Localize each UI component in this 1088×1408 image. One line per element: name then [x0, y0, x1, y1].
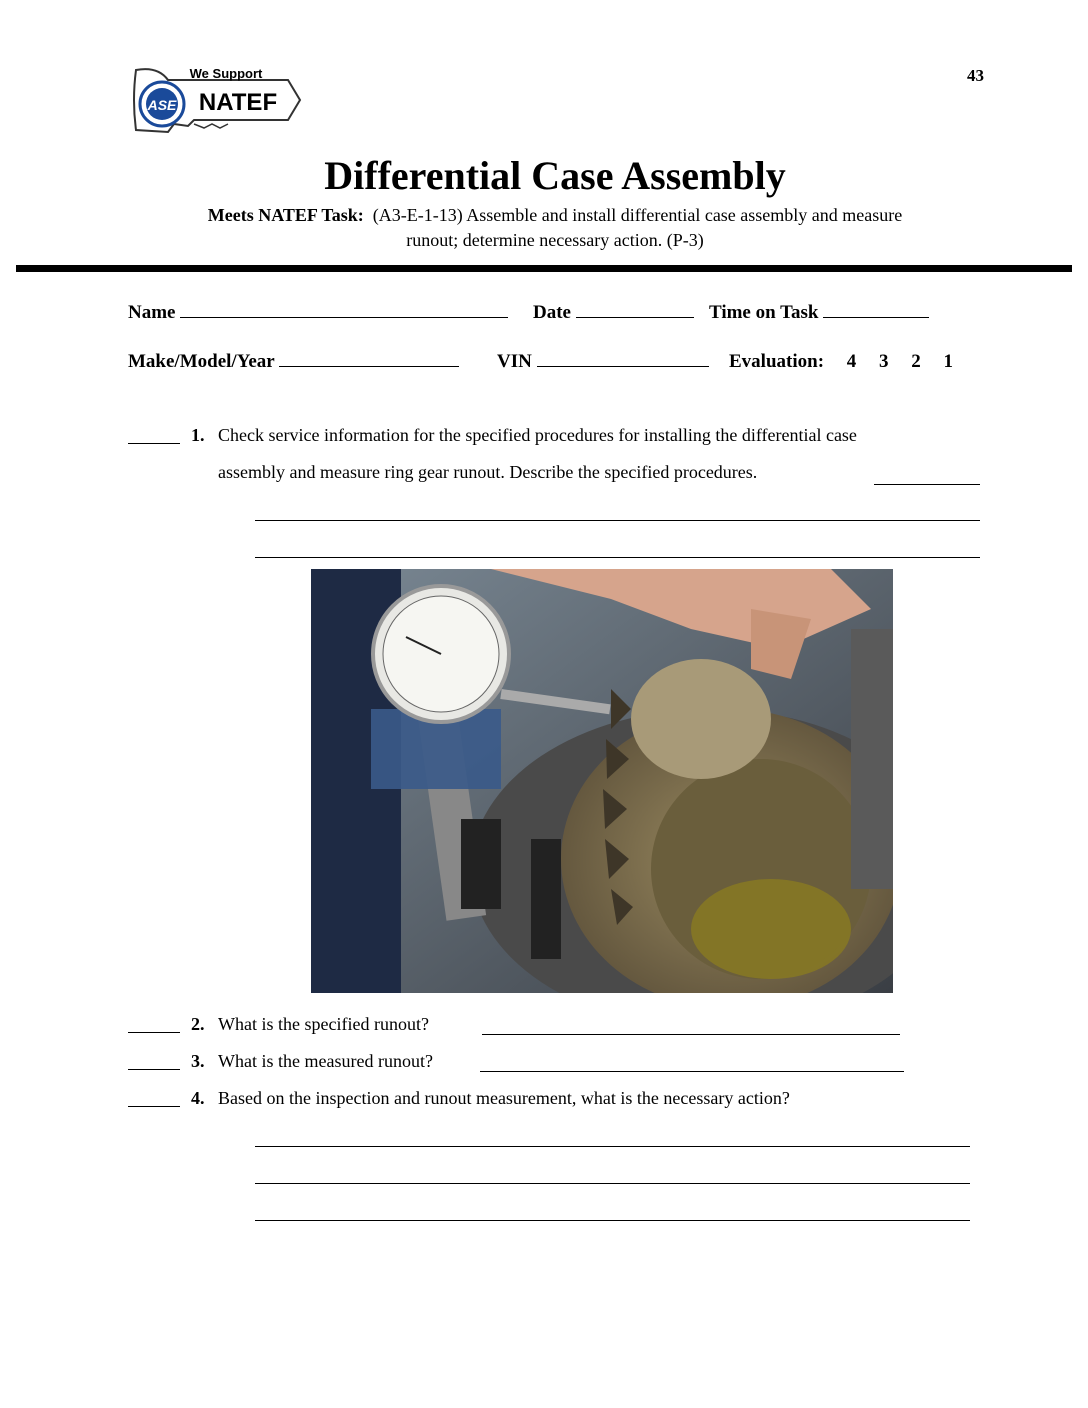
evaluation-score-2[interactable]: 2 [911, 351, 921, 372]
date-field [533, 302, 694, 324]
page-number: 43 [967, 66, 984, 85]
dial-indicator-photo [311, 569, 893, 993]
q1-text-line-2: assembly and measure ring gear runout. Describe the specified procedures. [218, 462, 758, 482]
make-model-year-input-line[interactable] [279, 352, 459, 367]
task-line-1: (A3-E-1-13) Assemble and install differential case assembly and measure [372, 205, 903, 225]
q4-answer-line[interactable] [255, 1220, 970, 1221]
q4-check-blank[interactable] [128, 1106, 180, 1107]
evaluation-score-4[interactable]: 4 [846, 351, 857, 372]
task-label: Meets NATEF Task: [207, 205, 364, 225]
date-label: Date [533, 302, 571, 323]
time-on-task-field [709, 302, 929, 324]
evaluation-score-1[interactable]: 1 [943, 351, 954, 372]
date-input-line[interactable] [576, 303, 694, 318]
header-divider [16, 265, 1072, 272]
q1-answer-line[interactable] [874, 484, 980, 485]
q1-number: 1. [191, 425, 205, 445]
make-model-year-label: Make/Model/Year [128, 351, 275, 372]
q2-text: What is the specified runout? [218, 1014, 429, 1034]
name-input-line[interactable] [180, 303, 508, 318]
q2-check-blank[interactable] [128, 1032, 180, 1033]
evaluation-score-3[interactable]: 3 [879, 351, 889, 372]
q4-answer-line[interactable] [255, 1146, 970, 1147]
name-label: Name [128, 302, 176, 323]
evaluation-label: Evaluation: [729, 351, 825, 372]
q4-text: Based on the inspection and runout measurement, what is the necessary action? [218, 1088, 790, 1108]
q4-answer-line[interactable] [255, 1183, 970, 1184]
evaluation-field [729, 351, 953, 373]
make-model-year-field [128, 351, 459, 373]
task-description [120, 203, 990, 253]
svg-text:NATEF: NATEF [198, 89, 278, 116]
q1-answer-line[interactable] [255, 520, 980, 521]
time-on-task-label: Time on Task [709, 302, 819, 323]
q3-text: What is the measured runout? [218, 1051, 433, 1071]
q2-number: 2. [191, 1014, 205, 1034]
vin-input-line[interactable] [537, 352, 709, 367]
q3-check-blank[interactable] [128, 1069, 180, 1070]
natef-key-icon [128, 60, 304, 140]
time-on-task-input-line[interactable] [823, 303, 929, 318]
name-field [128, 302, 508, 324]
natef-logo [128, 60, 304, 140]
svg-text:We Support: We Support [189, 66, 263, 81]
page-title: Differential Case Assembly [324, 153, 786, 198]
q3-answer-line[interactable] [480, 1071, 904, 1072]
q1-check-blank[interactable] [128, 443, 180, 444]
q1-answer-line[interactable] [255, 557, 980, 558]
vin-field [497, 351, 709, 373]
q4-number: 4. [191, 1088, 205, 1108]
vin-label: VIN [497, 351, 532, 372]
q1-text-line-1: Check service information for the specified procedures for installing the differential case [218, 425, 857, 445]
q2-answer-line[interactable] [482, 1034, 900, 1035]
svg-text:ASE: ASE [147, 97, 177, 113]
ring-gear-runout-photo [311, 569, 893, 993]
q3-number: 3. [191, 1051, 205, 1071]
task-line-2: runout; determine necessary action. (P-3) [406, 230, 704, 250]
